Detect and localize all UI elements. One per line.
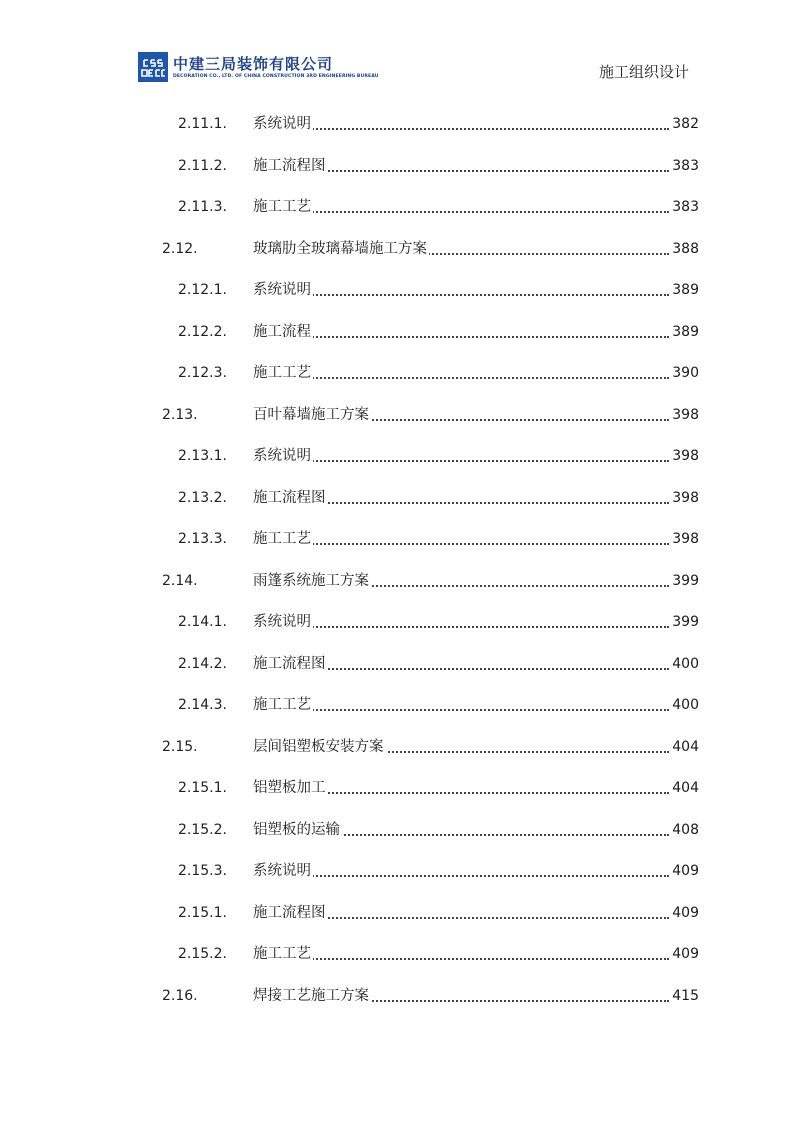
toc-entry[interactable] <box>0 653 793 675</box>
toc-entry-page-number: 383 <box>669 155 699 177</box>
toc-dot-leader <box>253 958 669 960</box>
company-logo-icon <box>138 52 168 82</box>
toc-entry[interactable] <box>0 487 793 509</box>
toc-entry-number: 2.15.2. <box>178 821 227 838</box>
toc-entry[interactable] <box>0 528 793 550</box>
toc-entry-number: 2.16. <box>162 987 198 1004</box>
toc-entry-number: 2.12.1. <box>178 282 227 298</box>
toc-entry-page-number: 390 <box>669 362 699 384</box>
toc-entry-title: 施工工艺 <box>253 694 313 716</box>
toc-entry-number: 2.13.3. <box>178 531 227 547</box>
toc-entry-number: 2.14.1. <box>178 614 227 630</box>
toc-dot-leader <box>253 211 669 213</box>
toc-entry-title: 施工流程图 <box>253 902 328 924</box>
toc-entry-page-number: 389 <box>669 321 699 343</box>
toc-entry[interactable] <box>0 736 793 758</box>
page-header <box>0 0 793 100</box>
toc-entry[interactable] <box>0 321 793 343</box>
toc-entry-page-number: 400 <box>669 694 699 716</box>
toc-entry[interactable] <box>0 694 793 716</box>
toc-entry-title: 铝塑板加工 <box>253 777 328 799</box>
toc-dot-leader <box>253 460 669 462</box>
toc-entry-title: 系统说明 <box>253 279 313 301</box>
toc-entry[interactable] <box>0 777 793 799</box>
toc-entry-title: 系统说明 <box>253 113 313 135</box>
toc-entry-number: 2.11.2. <box>178 157 227 174</box>
toc-entry-title: 层间铝塑板安装方案 <box>253 736 386 758</box>
toc-entry-number: 2.14.3. <box>178 697 227 713</box>
toc-entry-title: 玻璃肋全玻璃幕墙施工方案 <box>253 238 429 260</box>
toc-entry[interactable] <box>0 860 793 882</box>
toc-entry-page-number: 388 <box>669 238 699 260</box>
toc-entry-title: 系统说明 <box>253 611 313 633</box>
toc-entry-title: 施工工艺 <box>253 528 313 550</box>
toc-entry[interactable] <box>0 570 793 592</box>
toc-entry[interactable] <box>0 279 793 301</box>
company-name: 中建三局装饰有限公司 <box>173 55 334 73</box>
toc-entry-title: 施工流程图 <box>253 155 328 177</box>
toc-dot-leader <box>253 377 669 379</box>
toc-entry[interactable] <box>0 943 793 965</box>
toc-dot-leader <box>253 294 669 296</box>
toc-entry-title: 施工流程 <box>253 321 313 343</box>
toc-entry-number: 2.11.1. <box>178 116 227 132</box>
toc-entry-title: 雨篷系统施工方案 <box>253 570 371 592</box>
toc-entry-page-number: 383 <box>669 196 699 218</box>
toc-dot-leader <box>253 875 669 877</box>
toc-entry-page-number: 409 <box>669 860 699 882</box>
toc-entry-title: 施工工艺 <box>253 943 313 965</box>
toc-entry-number: 2.15.1. <box>178 780 227 796</box>
toc-entry-page-number: 409 <box>669 902 699 924</box>
toc-entry-number: 2.12. <box>162 240 198 257</box>
toc-entry-page-number: 415 <box>669 985 699 1007</box>
toc-entry[interactable] <box>0 113 793 135</box>
toc-dot-leader <box>253 336 669 338</box>
toc-entry-page-number: 400 <box>669 653 699 675</box>
toc-entry-number: 2.12.3. <box>178 365 227 381</box>
toc-entry[interactable] <box>0 611 793 633</box>
toc-entry-title: 焊接工艺施工方案 <box>253 985 371 1007</box>
toc-entry-number: 2.15. <box>162 738 198 755</box>
toc-entry-title: 铝塑板的运输 <box>253 819 342 841</box>
toc-entry-number: 2.13.2. <box>178 489 227 506</box>
toc-entry[interactable] <box>0 985 793 1007</box>
toc-entry-number: 2.14. <box>162 572 198 589</box>
toc-entry[interactable] <box>0 155 793 177</box>
toc-entry-number: 2.15.3. <box>178 863 227 879</box>
toc-entry[interactable] <box>0 362 793 384</box>
toc-entry-page-number: 398 <box>669 404 699 426</box>
toc-entry-title: 系统说明 <box>253 860 313 882</box>
toc-entry-number: 2.13. <box>162 406 198 423</box>
toc-entry-title: 百叶幕墙施工方案 <box>253 404 371 426</box>
toc-entry-page-number: 398 <box>669 487 699 509</box>
toc-dot-leader <box>253 543 669 545</box>
toc-entry-page-number: 404 <box>669 777 699 799</box>
toc-entry-page-number: 399 <box>669 570 699 592</box>
toc-entry-number: 2.11.3. <box>178 199 227 215</box>
toc-entry[interactable] <box>0 196 793 218</box>
toc-entry-number: 2.15.2. <box>178 946 227 962</box>
toc-dot-leader <box>253 709 669 711</box>
toc-entry-title: 施工工艺 <box>253 362 313 384</box>
toc-entry-title: 系统说明 <box>253 445 313 467</box>
toc-entry-page-number: 409 <box>669 943 699 965</box>
toc-entry-page-number: 399 <box>669 611 699 633</box>
toc-entry-number: 2.12.2. <box>178 323 227 340</box>
toc-entry-number: 2.14.2. <box>178 655 227 672</box>
toc-entry[interactable] <box>0 902 793 924</box>
document-type-title: 施工组织设计 <box>598 63 689 81</box>
toc-entry-number: 2.13.1. <box>178 448 227 464</box>
toc-entry-title: 施工工艺 <box>253 196 313 218</box>
toc-entry[interactable] <box>0 819 793 841</box>
toc-entry[interactable] <box>0 404 793 426</box>
toc-entry-page-number: 408 <box>669 819 699 841</box>
toc-dot-leader <box>253 128 669 130</box>
company-english-name: DECORATION CO., LTD. OF CHINA CONSTRUCTION 3RD ENGINEERING BUREAU <box>173 74 379 79</box>
toc-entry-page-number: 404 <box>669 736 699 758</box>
toc-entry-title: 施工流程图 <box>253 653 328 675</box>
toc-entry-page-number: 389 <box>669 279 699 301</box>
toc-entry-page-number: 398 <box>669 445 699 467</box>
toc-dot-leader <box>253 626 669 628</box>
toc-entry[interactable] <box>0 238 793 260</box>
toc-entry[interactable] <box>0 445 793 467</box>
toc-entry-number: 2.15.1. <box>178 904 227 921</box>
toc-entry-title: 施工流程图 <box>253 487 328 509</box>
toc-entry-page-number: 398 <box>669 528 699 550</box>
toc-entry-page-number: 382 <box>669 113 699 135</box>
